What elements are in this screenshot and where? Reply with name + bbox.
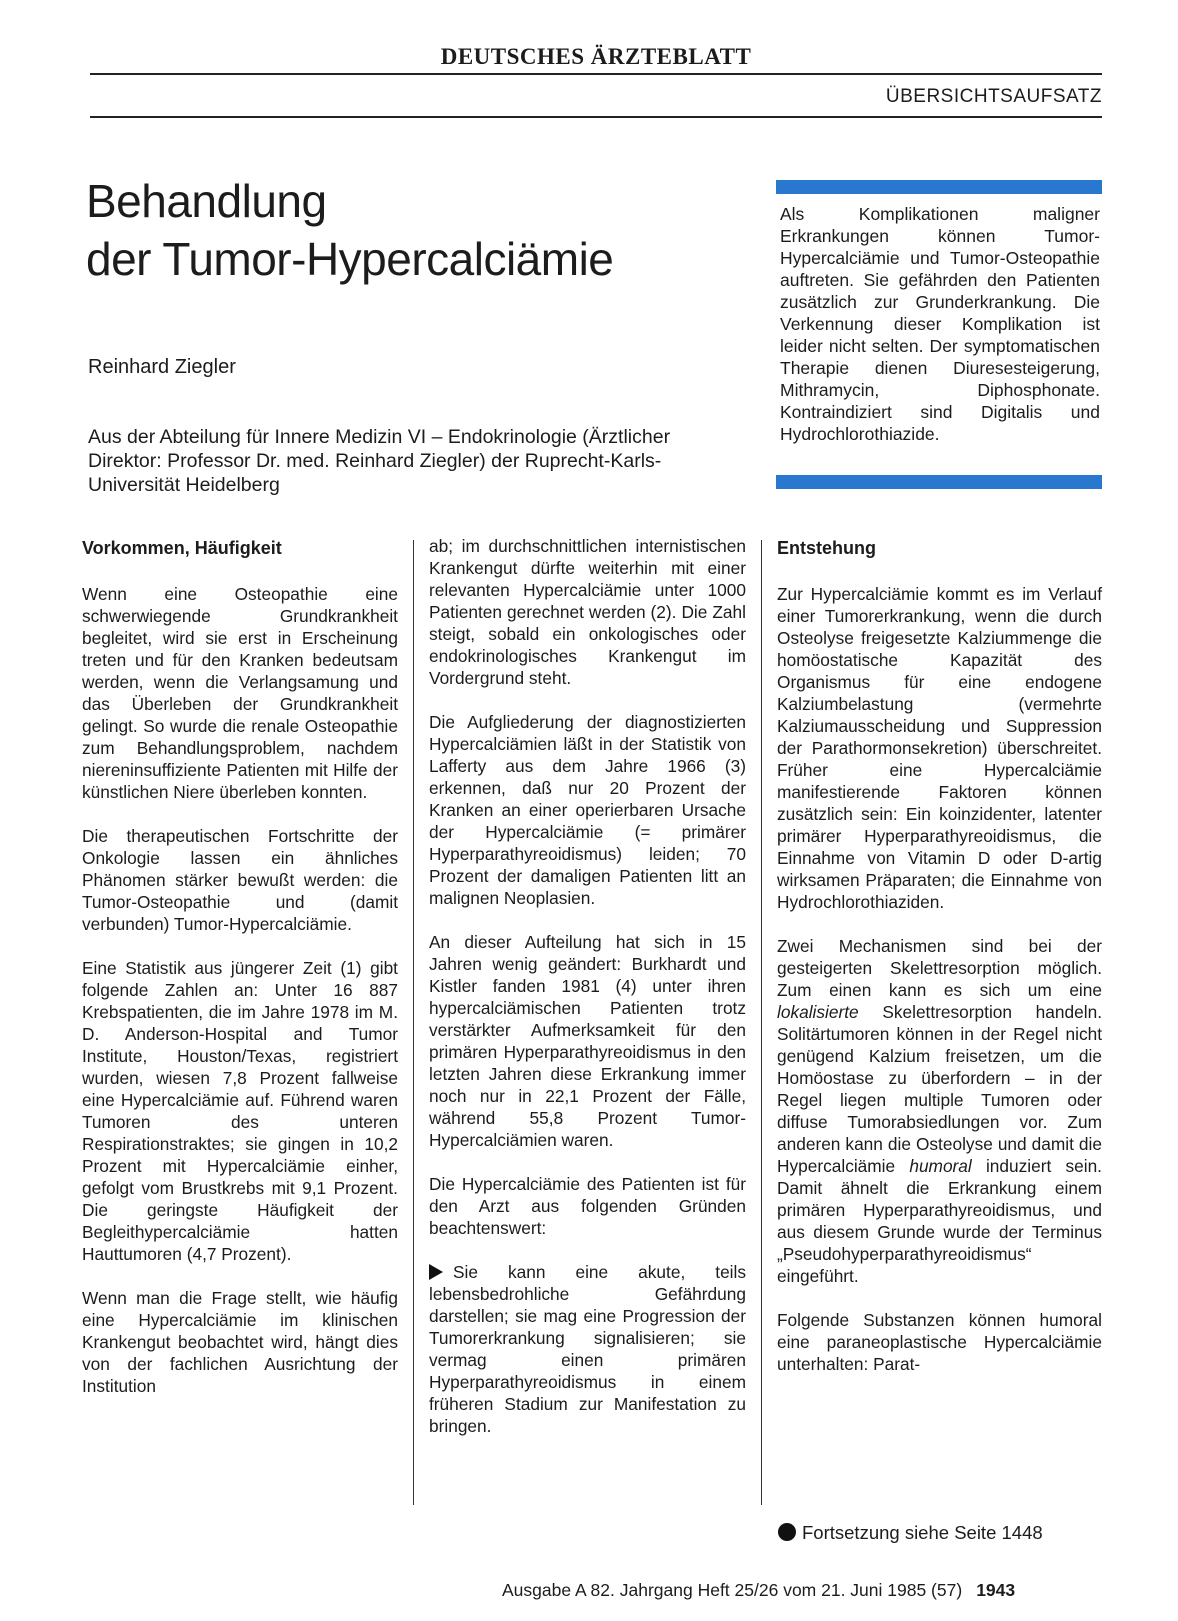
paragraph: Zur Hypercalciämie kommt es im Verlauf einer Tumorerkrankung, wenn die durch Osteolyse freigesetzte Kalziummenge die homöostatische Kapazität des Organismus für eine endogene Kalziumbelastung (vermehrte Kalziumausscheidung und Suppression der Parathormonsekretion) überschreitet. Früher eine Hypercalciämie manifestierende Faktoren können zusätzlich sein: Ein koinzidenter, latenter primärer Hyperparathyreoidismus, die Einnahme von Vitamin D oder D-artig wirksamen Präparaten; die Einnahme von Hydrochlorothiaziden.: [777, 584, 1102, 912]
title-line-2: der Tumor-Hypercalciämie: [86, 233, 614, 285]
affiliation: Aus der Abteilung für Innere Medizin VI – Endokrinologie (Ärztlicher Direktor: Professor Dr. med. Reinhard Ziegler) der Ruprecht-Karls-Universität Heidelberg: [88, 426, 671, 496]
column-3: [777, 535, 1102, 1397]
continuation-text: Fortsetzung siehe Seite 1448: [802, 1522, 1043, 1543]
emphasis-humoral: humoral: [909, 1156, 972, 1176]
bullet-text: Sie kann eine akute, teils lebensbedrohliche Gefährdung darstellen; sie mag eine Progression der Tumorerkrankung signalisieren; sie vermag einen primären Hyperparathyreoidismus in einem früheren Stadium zur Manifestation zu bringen.: [429, 1262, 746, 1436]
issue-info: Ausgabe A 82. Jahrgang Heft 25/26 vom 21. Juni 1985 (57): [502, 1580, 963, 1600]
bullet-paragraph: [429, 1261, 746, 1437]
abstract-top-bar: [776, 180, 1102, 194]
paragraph: Die Hypercalciämie des Patienten ist für den Arzt aus folgenden Gründen beachtenswert:: [429, 1174, 746, 1238]
paragraph: Folgende Substanzen können humoral eine paraneoplastische Hypercalciämie unterhalten: Parat-: [777, 1310, 1102, 1374]
title-line-1: Behandlung: [86, 175, 327, 227]
paragraph: Die therapeutischen Fortschritte der Onkologie lassen ein ähnliches Phänomen stärker bewußt werden: die Tumor-Osteopathie und (damit verbunden) Tumor-Hypercalciämie.: [82, 826, 398, 934]
paragraph-part: Zwei Mechanismen sind bei der gesteigerten Skelettresorption möglich. Zum einen kann es sich um eine: [777, 936, 1102, 1000]
column-divider-1: [413, 540, 414, 1505]
paragraph: Wenn eine Osteopathie eine schwerwiegende Grundkrankheit begleitet, wird sie erst in Erscheinung treten und für den Kranken bedeutsam werden, wenn die Verlangsamung und das Überleben der Grundkrankheit gelingt. So wurde die renale Osteopathie zum Behandlungsproblem, nachdem niereninsuffiziente Patienten mit Hilfe der künstlichen Niere überleben konnten.: [82, 584, 398, 802]
column-2: [429, 535, 746, 1459]
paragraph-part: induziert sein. Damit ähnelt die Erkrankung einem primären Hyperparathyreoidismus, und aus diesem Grunde wurde der Terminus „Pseudohyperparathyreoidismus“ eingeführt.: [777, 1156, 1102, 1286]
paragraph: [777, 935, 1102, 1287]
paragraph: ab; im durchschnittlichen internistischen Krankengut dürfte weiterhin mit einer relevanten Hypercalciämie unter 1000 Patienten gerechnet werden (2). Die Zahl steigt, sobald ein onkologisches oder endokrinologisches Krankengut im Vordergrund steht.: [429, 536, 746, 688]
column-1: [82, 535, 398, 1419]
triangle-bullet-icon: [429, 1264, 443, 1280]
paragraph: Eine Statistik aus jüngerer Zeit (1) gibt folgende Zahlen an: Unter 16 887 Krebspatienten, die im Jahre 1978 im M. D. Anderson-Hospital and Tumor Institute, Houston/Texas, registriert wurden, wiesen 7,8 Prozent fallweise eine Hypercalciämie auf. Führend waren Tumoren des unteren Respirationstraktes; sie gingen in 10,2 Prozent mit Hypercalciämie einher, gefolgt vom Brustkrebs mit 9,1 Prozent. Die geringste Häufigkeit der Begleithypercalciämie hatten Hauttumoren (4,7 Prozent).: [82, 958, 398, 1264]
heading-entstehung: Entstehung: [777, 538, 876, 558]
paragraph: Wenn man die Frage stellt, wie häufig eine Hypercalciämie im klinischen Krankengut beobachtet wird, hängt dies von der fachlichen Ausrichtung der Institution: [82, 1288, 398, 1396]
heading-vorkommen: Vorkommen, Häufigkeit: [82, 538, 282, 558]
column-divider-2: [761, 540, 762, 1505]
header-rule: [90, 73, 1102, 75]
article-title: [86, 172, 613, 288]
paragraph: Die Aufgliederung der diagnostizierten Hypercalciämien läßt in der Statistik von Lafferty aus dem Jahre 1966 (3) erkennen, daß nur 20 Prozent der Kranken an einer operierbaren Ursache der Hypercalciämie (= primärer Hyperparathyreoidismus) leiden; 70 Prozent der damaligen Patienten litt an malignen Neoplasien.: [429, 712, 746, 908]
paragraph: An dieser Aufteilung hat sich in 15 Jahren wenig geändert: Burkhardt und Kistler fanden 1981 (4) unter ihren hypercalciämischen Patienten trotz verstärkter Aufmerksamkeit für den primären Hyperparathyreoidismus in den letzten Jahren diese Erkrankung immer noch nur in 22,1 Prozent der Fälle, während 55,8 Prozent Tumor-Hypercalciämien waren.: [429, 932, 746, 1150]
page-number: 1943: [976, 1580, 1016, 1600]
abstract-bottom-bar: [776, 475, 1102, 489]
section-label: ÜBERSICHTSAUFSATZ: [885, 86, 1102, 107]
bullet-dot-icon: [778, 1523, 796, 1541]
emphasis-lokalisierte: lokalisierte: [777, 1002, 859, 1022]
abstract-text: Als Komplikationen maligner Erkrankungen können Tumor-Hypercalciämie und Tumor-Osteopathie auftreten. Sie gefährden den Patienten zusätzlich zur Grunderkrankung. Die Verkennung dieser Komplikation ist leider nicht selten. Der symptomatischen Therapie dienen Diuresesteigerung, Mithramycin, Diphosphonate. Kontraindiziert sind Digitalis und Hydrochlorothiazide.: [780, 204, 1100, 444]
continuation-note: [778, 1522, 1043, 1544]
author-name: Reinhard Ziegler: [88, 356, 236, 378]
section-rule: [90, 116, 1102, 118]
masthead: DEUTSCHES ÄRZTEBLATT: [440, 44, 752, 69]
page-footer: [502, 1580, 1015, 1601]
paragraph-part: Skelettresorption handeln. Solitärtumoren können in der Regel nicht genügend Kalzium freisetzen, um die Homöostase zu überfordern – in der Regel liegen multiple Tumoren oder diffuse Tumorabsiedlungen vor. Zum anderen kann die Osteolyse und damit die Hypercalciämie: [777, 1002, 1102, 1176]
